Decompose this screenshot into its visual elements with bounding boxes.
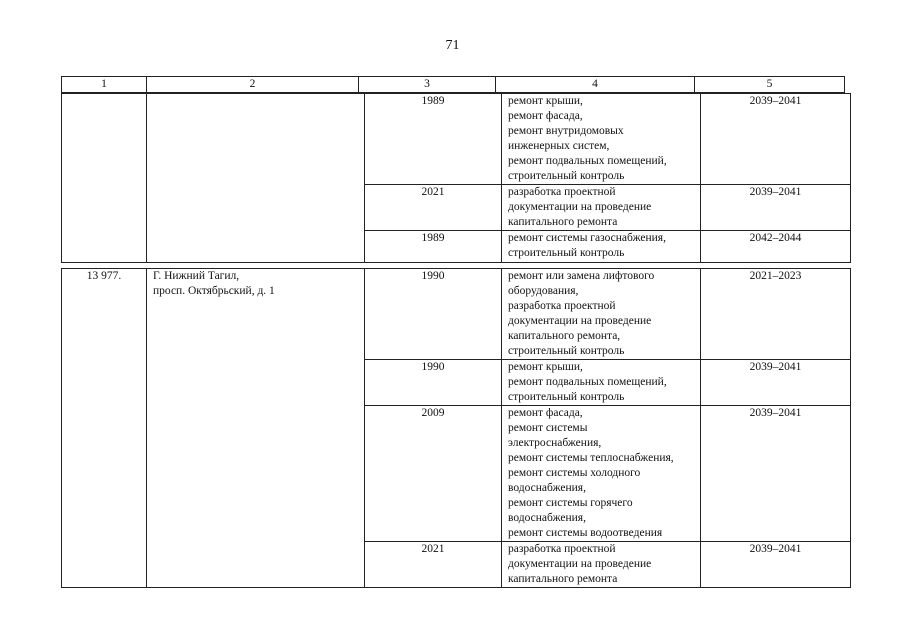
column-header-row [62,77,845,93]
building-address [147,94,365,263]
text-line: строительный контроль [508,391,625,403]
repair-period: 2039–2041 [701,542,851,588]
text-line: ремонт фасада, [508,110,583,122]
table-row [62,269,851,360]
text-line: строительный контроль [508,170,625,182]
column-header-3: 3 [359,77,496,93]
commission-year: 2021 [365,185,502,231]
text-lines [502,94,700,184]
text-lines [502,185,700,230]
page-number: 71 [445,38,460,53]
text-line: просп. Октябрьский, д. 1 [153,285,275,297]
commission-year: 1989 [365,94,502,185]
text-line: разработка проектной [508,186,616,198]
text-line: водоснабжения, [508,512,586,524]
repair-period: 2042–2044 [701,231,851,263]
text-line: ремонт системы газоснабжения, [508,232,666,244]
text-line: ремонт системы теплоснабжения, [508,452,674,464]
text-line: ремонт системы водоотведения [508,527,663,539]
column-header-table [61,76,845,93]
repair-period: 2039–2041 [701,406,851,542]
work-list [502,542,701,588]
commission-year: 2021 [365,542,502,588]
text-line: разработка проектной [508,543,616,555]
text-lines [153,269,364,299]
commission-year: 1990 [365,360,502,406]
building-address [147,269,365,588]
building-table-continued [61,93,851,263]
text-lines [502,231,700,261]
text-line: строительный контроль [508,345,625,357]
commission-year: 2009 [365,406,502,542]
text-line: строительный контроль [508,247,625,259]
work-list [502,406,701,542]
column-header-4: 4 [496,77,695,93]
text-line: водоснабжения, [508,482,586,494]
text-line: ремонт крыши, [508,95,583,107]
text-lines [502,269,700,359]
building-index: 13 977. [62,269,147,588]
text-line: оборудования, [508,285,579,297]
table-row [62,94,851,185]
column-header-5: 5 [695,77,845,93]
text-line: капитального ремонта [508,573,618,585]
work-list [502,269,701,360]
repair-period: 2039–2041 [701,360,851,406]
text-line: ремонт системы [508,422,588,434]
text-line: ремонт системы горячего [508,497,633,509]
text-line: разработка проектной [508,300,616,312]
text-line: ремонт системы холодного [508,467,641,479]
commission-year: 1990 [365,269,502,360]
repair-period: 2021–2023 [701,269,851,360]
column-header-2: 2 [147,77,359,93]
text-line: ремонт внутридомовых [508,125,624,137]
building-index [62,94,147,263]
work-list [502,360,701,406]
text-line: ремонт подвальных помещений, [508,376,667,388]
text-line: инженерных систем, [508,140,610,152]
commission-year: 1989 [365,231,502,263]
text-lines [502,360,700,405]
building-table-13977 [61,268,851,588]
work-list [502,231,701,263]
text-line: ремонт крыши, [508,361,583,373]
text-line: документации на проведение [508,558,652,570]
text-line: ремонт фасада, [508,407,583,419]
text-line: Г. Нижний Тагил, [153,270,240,282]
text-line: документации на проведение [508,201,652,213]
text-lines [502,406,700,541]
work-list [502,185,701,231]
text-line: ремонт подвальных помещений, [508,155,667,167]
repair-period: 2039–2041 [701,185,851,231]
text-line: электроснабжения, [508,437,602,449]
text-lines [502,542,700,587]
text-line: документации на проведение [508,315,652,327]
work-list [502,94,701,185]
repair-period: 2039–2041 [701,94,851,185]
text-line: капитального ремонта [508,216,618,228]
text-line: ремонт или замена лифтового [508,270,655,282]
text-line: капитального ремонта, [508,330,621,342]
column-header-1: 1 [62,77,147,93]
